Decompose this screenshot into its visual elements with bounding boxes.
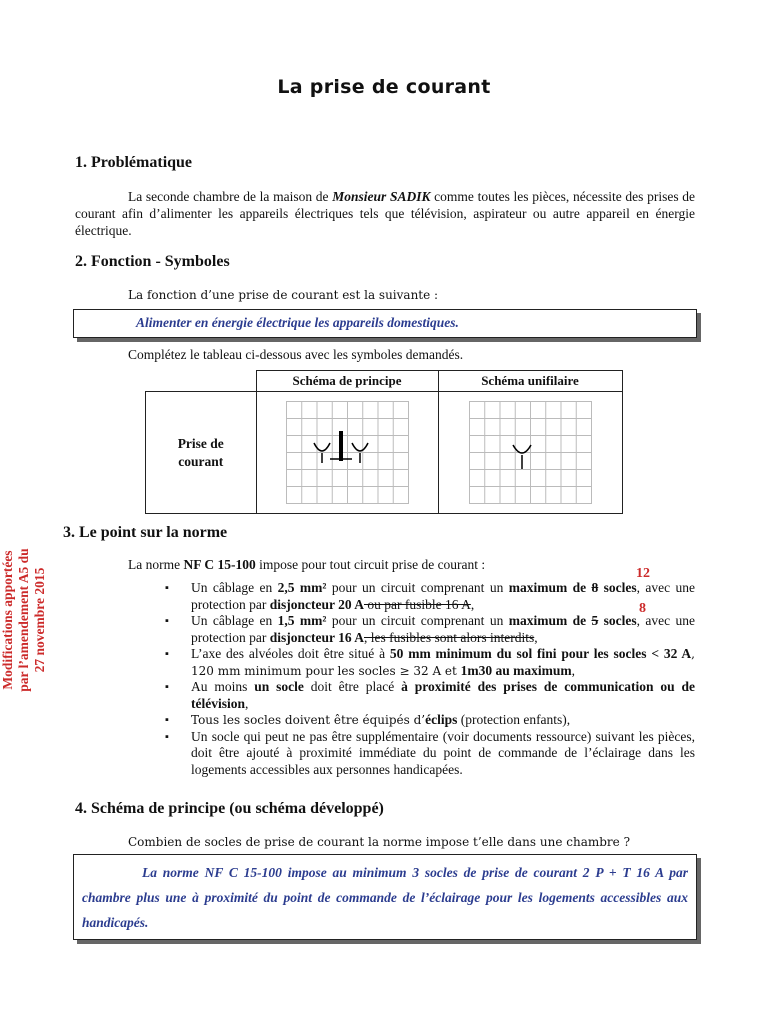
section-2-heading: 2. Fonction - Symboles [75, 253, 230, 270]
amendment-note: Modifications apportées par l’amendement A5 du 27 novembre 2015 [0, 548, 47, 692]
grid-unifilaire [469, 401, 592, 504]
col-header-principe: Schéma de principe [256, 371, 438, 392]
section-3-heading: 3. Le point sur la norme [63, 524, 228, 541]
col-header-unifilaire: Schéma unifilaire [438, 371, 622, 392]
correction-12: 12 [636, 566, 650, 581]
list-item: ▪ L’axe des alvéoles doit être situé à 50 mm minimum du sol fini pour les socles < 32 A, 120 mm minimum pour les socles ≥ 32 A et 1m30 au maximum, [163, 646, 695, 679]
list-item: ▪ Un socle qui peut ne pas être supplémentaire (voir documents ressource) suivant les pièces, doit être ajouté à proximité immédiate du point de commande de l’éclairage dans les logements accessibles aux personnes handicapées. [163, 729, 695, 779]
section-4-answer-box [73, 854, 697, 940]
table-instruction: Complétez le tableau ci-dessous avec les symboles demandés. [128, 347, 464, 362]
function-answer: Alimenter en énergie électrique les appareils domestiques. [136, 315, 459, 330]
function-intro: La fonction d’une prise de courant est la suivante : [128, 288, 439, 302]
socket-principle-symbol [286, 401, 408, 503]
cell-schema-principe [256, 392, 438, 514]
function-answer-box [73, 309, 697, 338]
socket-unifilar-symbol [469, 401, 591, 503]
list-item: ▪ Au moins un socle doit être placé à proximité des prises de communication ou de télévision, [163, 679, 695, 712]
list-item: ▪ Tous les socles doivent être équipés d’éclips (protection enfants), [163, 712, 695, 729]
norm-list [163, 580, 695, 778]
section-1-heading: 1. Problématique [75, 154, 193, 171]
list-item: ▪ Un câblage en 2,5 mm² pour un circuit comprenant un maximum de 8 socles, avec une protection par disjoncteur 20 A ou par fusible 16 A, [163, 580, 695, 613]
row-label: Prise de courant [146, 392, 257, 514]
correction-8: 8 [639, 601, 646, 616]
cell-schema-unifilaire [438, 392, 622, 514]
section-4-heading: 4. Schéma de principe (ou schéma développé) [75, 800, 384, 817]
symbols-table [145, 370, 623, 514]
list-item: ▪ Un câblage en 1,5 mm² pour un circuit comprenant un maximum de 5 socles, avec une protection par disjoncteur 16 A, les fusibles sont alors interdits, [163, 613, 695, 646]
section-4-question: Combien de socles de prise de courant la norme impose t’elle dans une chambre ? [128, 835, 630, 849]
section-1-paragraph: La seconde chambre de la maison de Monsieur SADIK comme toutes les pièces, nécessite des prises de courant afin d’alimenter les appareils électriques tels que télévision, aspirateur ou autre appareil en énergie électrique. [75, 189, 696, 238]
page-title: La prise de courant [277, 76, 491, 98]
section-4-answer: La norme NF C 15-100 impose au minimum 3 socles de prise de courant 2 P + T 16 A par chambre plus une à proximité du point de commande de l’éclairage pour les logements accessibles aux handicapés. [82, 865, 688, 930]
norm-intro: La norme NF C 15-100 impose pour tout circuit prise de courant : [128, 557, 486, 572]
grid-principe [286, 401, 409, 504]
